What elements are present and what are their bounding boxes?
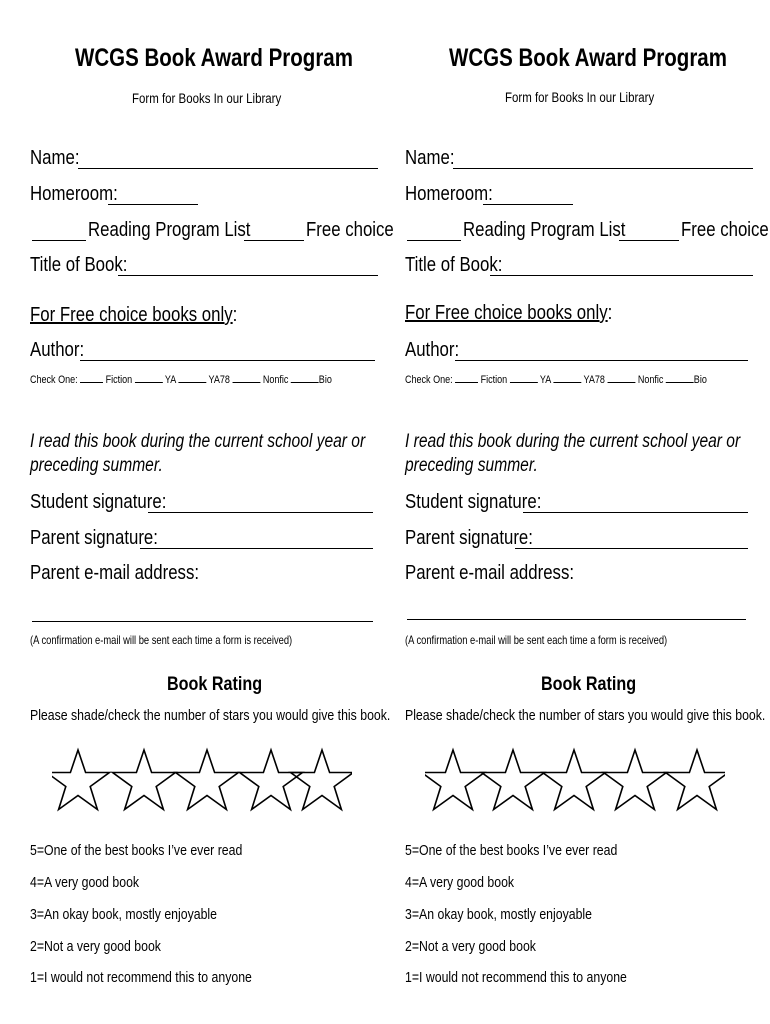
confirmation-note: (A confirmation e-mail will be sent each time a form is received) (30, 633, 293, 647)
author-field[interactable] (455, 360, 748, 361)
free-choice-label: Free choice (681, 219, 769, 241)
scale-item-5: 5=One of the best books I’ve ever read (30, 842, 243, 859)
homeroom-field[interactable] (483, 204, 573, 205)
free-choice-only-heading: For Free choice books only: (405, 302, 613, 324)
name-label: Name: (30, 147, 80, 169)
author-label: Author: (405, 339, 460, 361)
form-title: WCGS Book Award Program (449, 44, 727, 72)
homeroom-label: Homeroom: (405, 183, 493, 205)
free-choice-blank[interactable] (244, 240, 304, 241)
check-one-row: Check One: Fiction YA YA78 Nonfic Bio (405, 374, 707, 386)
check-one-row: Check One: Fiction YA YA78 Nonfic Bio (30, 374, 332, 386)
scale-item-5: 5=One of the best books I’ve ever read (405, 842, 618, 859)
student-signature-field[interactable] (148, 512, 373, 513)
homeroom-label: Homeroom: (30, 183, 118, 205)
nonfic-blank[interactable] (607, 381, 635, 383)
name-field[interactable] (453, 168, 753, 169)
star-icon[interactable] (291, 750, 352, 810)
title-of-book-field[interactable] (118, 275, 378, 276)
rating-instructions: Please shade/check the number of stars you would give this book. (405, 707, 766, 724)
star-icon[interactable] (176, 750, 239, 810)
parent-signature-field[interactable] (515, 548, 748, 549)
scale-item-2: 2=Not a very good book (30, 938, 161, 955)
author-label: Author: (30, 339, 85, 361)
student-signature-label: Student signature: (30, 491, 167, 513)
scale-item-4: 4=A very good book (405, 874, 515, 891)
reading-list-blank[interactable] (407, 240, 461, 241)
parent-email-field[interactable] (32, 621, 373, 622)
statement: I read this book during the current school year or preceding summer. (30, 431, 366, 476)
name-label: Name: (405, 147, 455, 169)
ya78-blank[interactable] (178, 381, 206, 383)
free-choice-only-heading: For Free choice books only: (30, 304, 238, 326)
award-form-left (30, 0, 394, 1024)
ya78-blank[interactable] (553, 381, 581, 383)
scale-item-4: 4=A very good book (30, 874, 140, 891)
reading-list-label: Reading Program List (88, 219, 251, 241)
rating-instructions: Please shade/check the number of stars you would give this book. (30, 707, 391, 724)
rating-heading: Book Rating (167, 674, 263, 695)
scale-item-1: 1=I would not recommend this to anyone (30, 969, 252, 986)
title-of-book-field[interactable] (490, 275, 753, 276)
ya-blank[interactable] (135, 381, 163, 383)
parent-email-label: Parent e-mail address: (405, 562, 575, 584)
bio-blank[interactable] (666, 381, 694, 383)
homeroom-field[interactable] (108, 204, 198, 205)
nonfic-blank[interactable] (232, 381, 260, 383)
scale-item-3: 3=An okay book, mostly enjoyable (405, 906, 593, 923)
form-subtitle: Form for Books In our Library (505, 90, 655, 105)
star-icon[interactable] (52, 750, 109, 810)
star-icon[interactable] (240, 750, 303, 810)
confirmation-note: (A confirmation e-mail will be sent each time a form is received) (405, 633, 668, 647)
name-field[interactable] (78, 168, 378, 169)
fiction-blank[interactable] (455, 381, 478, 383)
statement: I read this book during the current school year or preceding summer. (405, 431, 741, 476)
award-form-right (405, 0, 769, 1024)
scale-item-3: 3=An okay book, mostly enjoyable (30, 906, 218, 923)
parent-email-field[interactable] (407, 619, 746, 620)
reading-list-label: Reading Program List (463, 219, 626, 241)
scale-item-1: 1=I would not recommend this to anyone (405, 969, 627, 986)
title-of-book-label: Title of Book: (405, 254, 503, 276)
scale-item-2: 2=Not a very good book (405, 938, 536, 955)
ya-blank[interactable] (510, 381, 538, 383)
fiction-blank[interactable] (80, 381, 103, 383)
student-signature-label: Student signature: (405, 491, 542, 513)
student-signature-field[interactable] (523, 512, 748, 513)
form-title: WCGS Book Award Program (75, 44, 353, 72)
star-icon[interactable] (666, 750, 725, 810)
parent-signature-label: Parent signature: (405, 527, 533, 549)
parent-email-label: Parent e-mail address: (30, 562, 200, 584)
parent-signature-label: Parent signature: (30, 527, 158, 549)
parent-signature-field[interactable] (140, 548, 373, 549)
form-subtitle: Form for Books In our Library (132, 91, 282, 106)
rating-heading: Book Rating (541, 674, 637, 695)
reading-list-blank[interactable] (32, 240, 86, 241)
star-icon[interactable] (425, 750, 484, 810)
star-rating (425, 745, 725, 817)
star-icon[interactable] (482, 750, 545, 810)
star-icon[interactable] (604, 750, 667, 810)
free-choice-label: Free choice (306, 219, 394, 241)
author-field[interactable] (80, 360, 375, 361)
star-icon[interactable] (543, 750, 606, 810)
star-rating (52, 745, 352, 817)
bio-blank[interactable] (291, 381, 319, 383)
star-icon[interactable] (113, 750, 176, 810)
free-choice-blank[interactable] (619, 240, 679, 241)
title-of-book-label: Title of Book: (30, 254, 128, 276)
